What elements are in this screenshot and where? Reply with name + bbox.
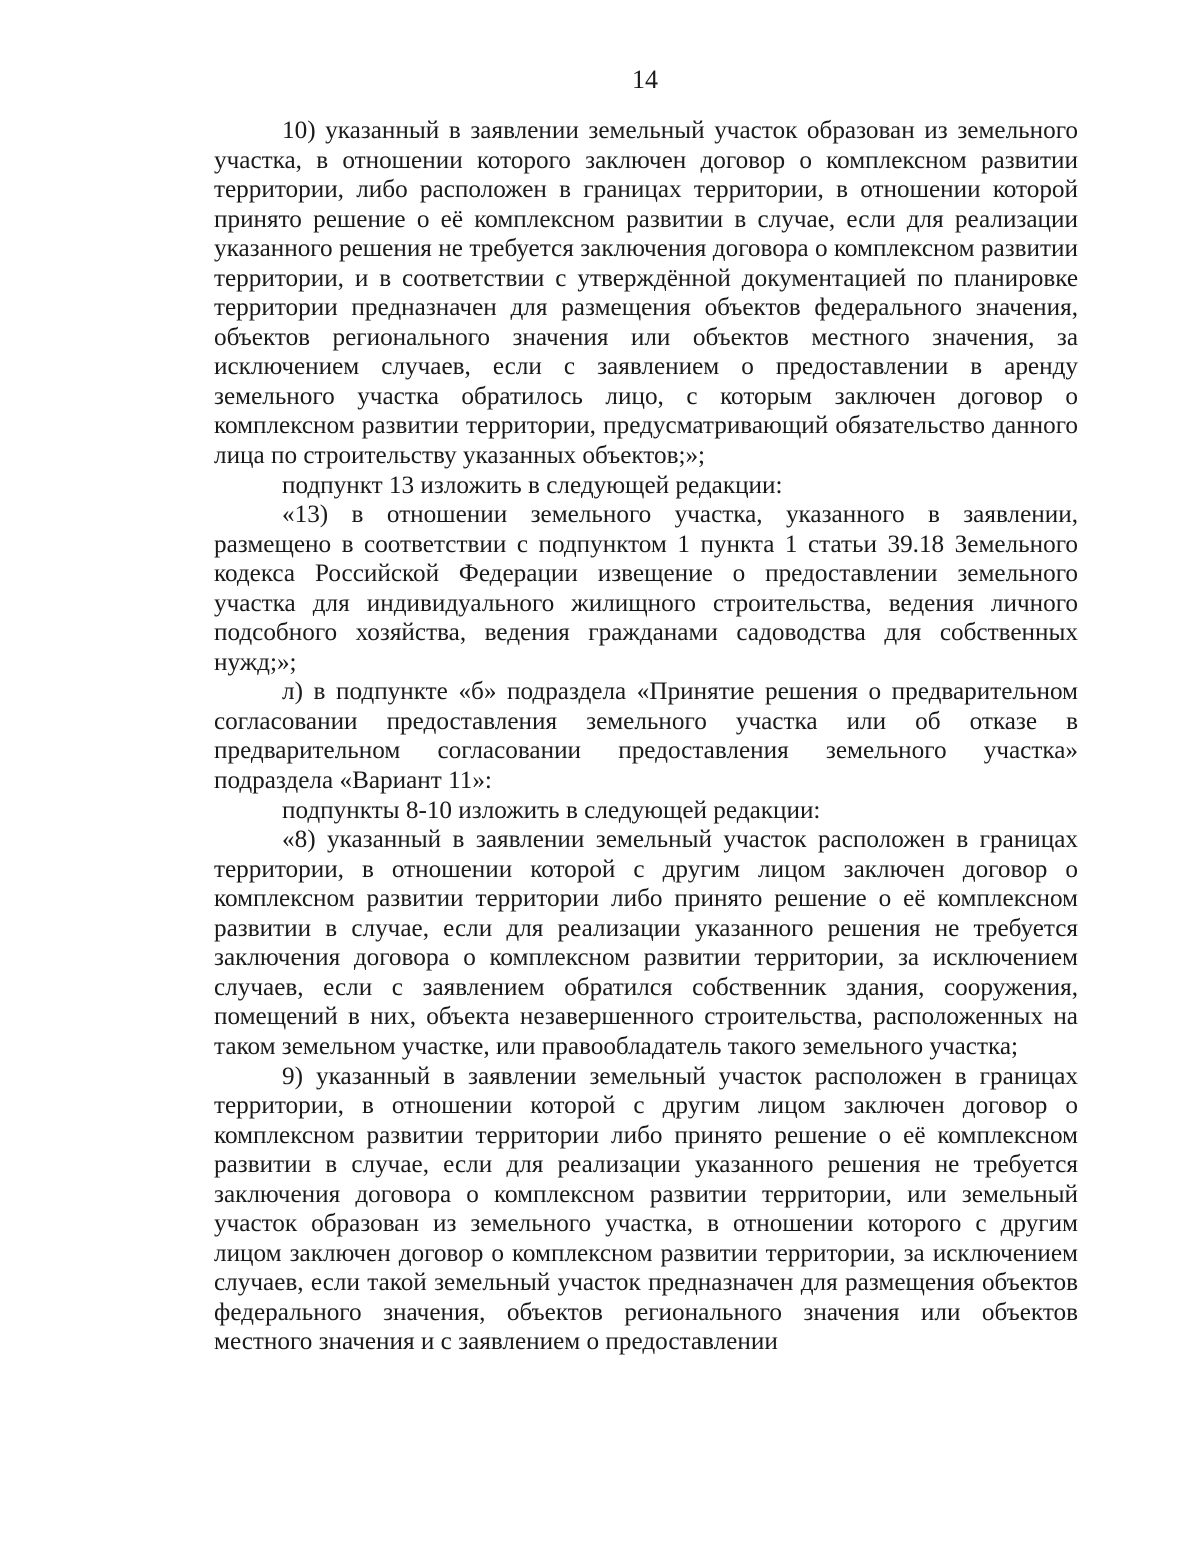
paragraph-subitem-13-instruction: подпункт 13 изложить в следующей редакции: — [282, 471, 783, 499]
page-number: 14 — [632, 65, 658, 94]
paragraph-item-9: 9) указанный в заявлении земельный участок расположен в границах территории, в отношении которой с другим лицом заключен договор о комплексном развитии территории либо принято решение о её комплексном развитии в случае, если для реализации указанного решения не требуется заключения договора о комплексном развитии территории, или земельный участок образован из земельного участка, в отношении которого с другим лицом заключен договор о комплексном развитии территории, за исключением случаев, если такой земельный участок предназначен для размещения объектов федерального значения, объектов регионального значения или объектов местного значения и с заявлением о предоставлении — [214, 1062, 1078, 1356]
document-body — [214, 116, 1078, 1357]
paragraph-amendment-l: л) в подпункте «б» подраздела «Принятие решения о предварительном согласовании предоставления земельного участка или об отказе в предварительном согласовании предоставления земельного участка» подраздела «Вариант 11»: — [214, 678, 1078, 795]
paragraph-item-10: 10) указанный в заявлении земельный участок образован из земельного участка, в отношении которого заключен договор о комплексном развитии территории, либо расположен в границах территории, в отношении которой принято решение о её комплексном развитии в случае, если для реализации указанного решения не требуется заключения договора о комплексном развитии территории, и в соответствии с утверждённой документацией по планировке территории предназначен для размещения объектов федерального значения, объектов регионального значения или объектов местного значения, за исключением случаев, если с заявлением о предоставлении в аренду земельного участка обратилось лицо, с которым заключен договор о комплексном развитии территории, предусматривающий обязательство данного лица по строительству указанных объектов;»; — [214, 117, 1078, 470]
paragraph-item-8: «8) указанный в заявлении земельный участок расположен в границах территории, в отношении которой с другим лицом заключен договор о комплексном развитии территории либо принято решение о её комплексном развитии в случае, если для реализации указанного решения не требуется заключения договора о комплексном развитии территории, за исключением случаев, если с заявлением обратился собственник здания, сооружения, помещений в них, объекта незавершенного строительства, расположенных на таком земельном участке, или правообладатель такого земельного участка; — [214, 826, 1078, 1060]
paragraph-subitems-8-10-instruction: подпункты 8-10 изложить в следующей редакции: — [282, 796, 821, 824]
paragraph-item-13: «13) в отношении земельного участка, указанного в заявлении, размещено в соответствии с подпунктом 1 пункта 1 статьи 39.18 Земельного кодекса Российской Федерации извещение о предоставлении земельного участка для индивидуального жилищного строительства, ведения личного подсобного хозяйства, ведения гражданами садоводства для собственных нужд;»; — [214, 501, 1078, 676]
